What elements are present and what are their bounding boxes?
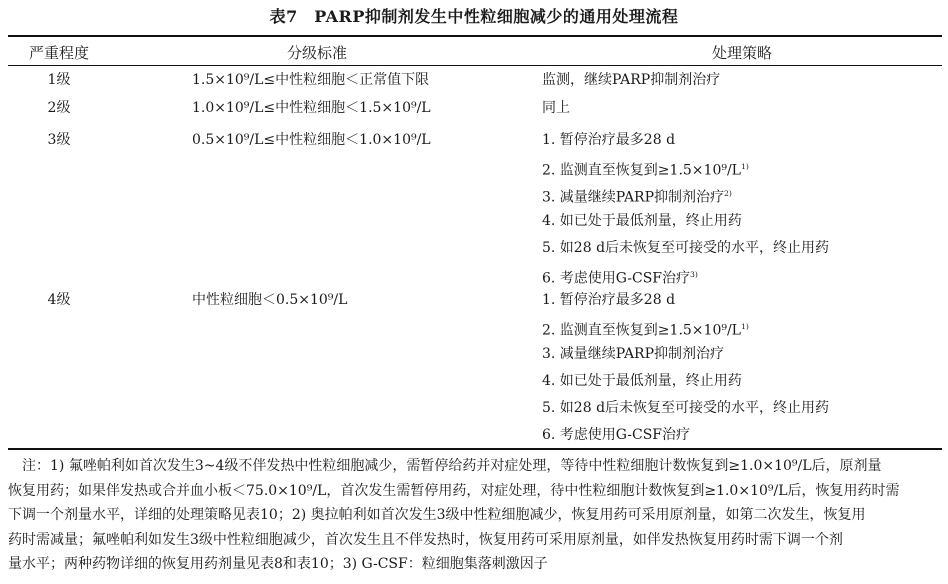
strategy-item [542, 290, 675, 310]
severity-cell: 3级 [47, 132, 71, 148]
table-notes [8, 454, 940, 577]
strategy-text: 4. 如已处于最低剂量，终止用药 [542, 213, 742, 229]
criteria-cell: 中性粒细胞＜0.5×10⁹/L [192, 292, 348, 308]
strategy-item [542, 70, 720, 90]
severity-cell: 2级 [47, 100, 71, 116]
strategy-item [542, 184, 732, 208]
strategy-item [542, 238, 829, 258]
bottom-rule [8, 448, 942, 450]
note-line: 量水平；两种药物详细的恢复用药剂量见表8和表10；3) G-CSF：粒细胞集落刺激因子 [8, 556, 548, 572]
header-strategy: 处理策略 [711, 44, 772, 62]
criteria-cell: 1.5×10⁹/L≤中性粒细胞＜正常值下限 [192, 72, 430, 88]
strategy-item [542, 425, 690, 445]
strategy-text: 1. 暂停治疗最多28 d [542, 132, 676, 148]
strategy-item [542, 371, 742, 391]
header-severity: 严重程度 [28, 44, 89, 62]
note-line: 下调一个剂量水平，详细的处理策略见表10；2) 奥拉帕利如首次发生3级中性粒细胞减少，恢复用药可采用原剂量，如第二次发生，恢复用 [8, 507, 866, 523]
strategy-item [542, 98, 570, 118]
header-rule [8, 65, 942, 66]
note-line: 恢复用药；如果伴发热或合并血小板＜75.0×10⁹/L，首次发生需暂停用药，对症处理，待中性粒细胞计数恢复到≥1.0×10⁹/L后，恢复用药时需 [8, 482, 900, 499]
top-rule [8, 35, 942, 37]
strategy-text: 2. 监测直至恢复到≥1.5×10⁹/L [542, 162, 741, 179]
strategy-item [542, 265, 698, 289]
note-line: 药时需减量；氟唑帕利如发生3级中性粒细胞减少，首次发生且不伴发热时，恢复用药可采用原剂量，如伴发热恢复用药时需下调一个剂 [8, 531, 843, 548]
strategy-text: 2. 监测直至恢复到≥1.5×10⁹/L [542, 322, 741, 339]
note-line: 注：1) 氟唑帕利如首次发生3~4级不伴发热中性粒细胞减少，需暂停给药并对症处理，等待中性粒细胞计数恢复到≥1.0×10⁹/L后，原剂量 [8, 458, 882, 474]
strategy-item [542, 344, 724, 364]
strategy-text: 5. 如28 d后未恢复至可接受的水平，终止用药 [542, 400, 830, 416]
strategy-item [542, 211, 742, 231]
table-title: 表7 PARP抑制剂发生中性粒细胞减少的通用处理流程 [269, 7, 679, 26]
footnote-marker: 3) [690, 270, 698, 279]
strategy-text: 4. 如已处于最低剂量，终止用药 [542, 373, 742, 389]
criteria-cell: 0.5×10⁹/L≤中性粒细胞＜1.0×10⁹/L [192, 132, 431, 148]
strategy-text: 1. 暂停治疗最多28 d [542, 292, 676, 308]
severity-cell: 1级 [47, 72, 71, 88]
strategy-item [542, 317, 749, 341]
strategy-text: 3. 减量继续PARP抑制剂治疗 [542, 346, 725, 362]
strategy-text: 同上 [542, 100, 570, 116]
criteria-cell: 1.0×10⁹/L≤中性粒细胞＜1.5×10⁹/L [192, 100, 431, 116]
footnote-marker: 2) [724, 189, 732, 198]
strategy-text: 6. 考虑使用G-CSF治疗 [542, 427, 690, 443]
severity-cell: 4级 [47, 292, 71, 308]
strategy-text: 监测，继续PARP抑制剂治疗 [542, 72, 721, 88]
strategy-text: 5. 如28 d后未恢复至可接受的水平，终止用药 [542, 240, 830, 256]
header-criteria: 分级标准 [286, 44, 347, 62]
strategy-item [542, 130, 675, 150]
strategy-text: 3. 减量继续PARP抑制剂治疗 [542, 189, 725, 206]
strategy-item [542, 398, 829, 418]
strategy-text: 6. 考虑使用G-CSF治疗 [542, 270, 690, 287]
strategy-item [542, 157, 749, 181]
footnote-marker: 1) [740, 322, 749, 331]
footnote-marker: 1) [740, 162, 749, 171]
